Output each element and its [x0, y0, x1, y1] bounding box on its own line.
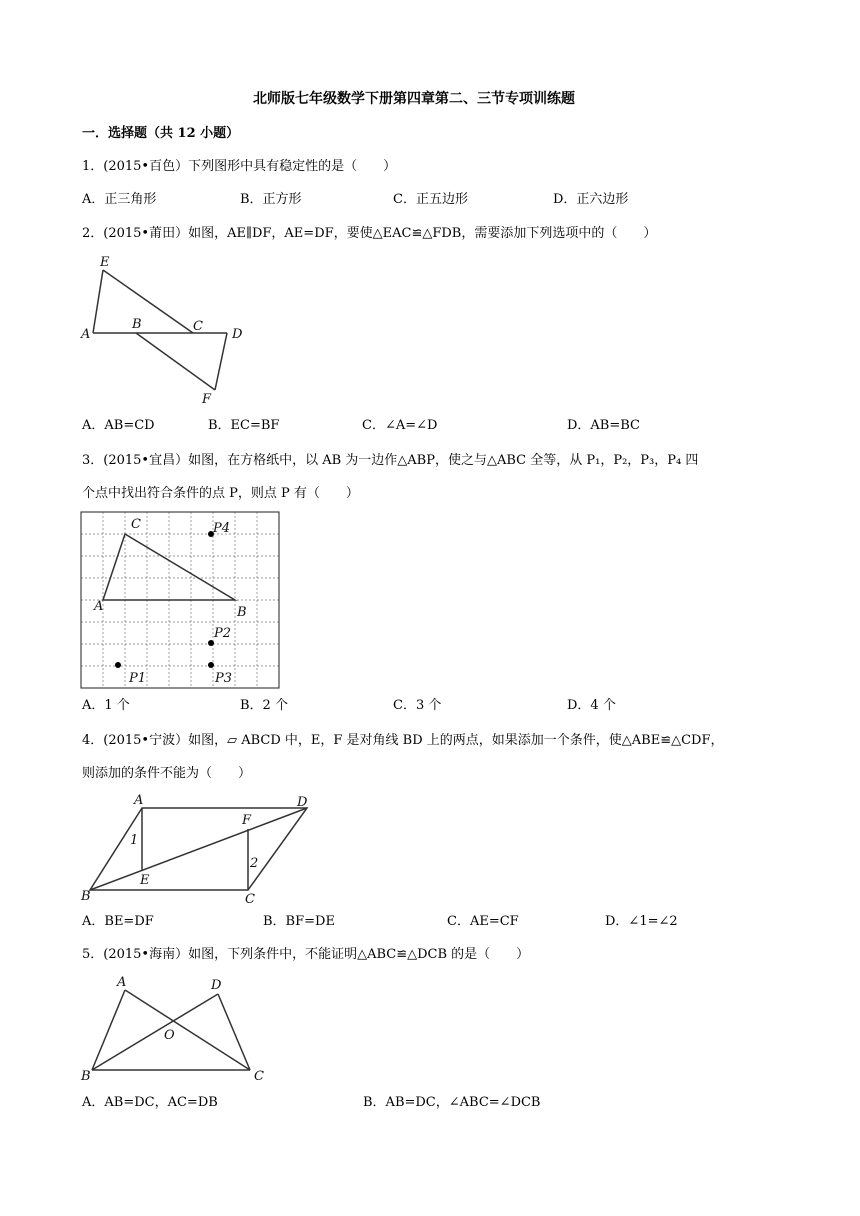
- q5-stem: 5．(2015•海南）如图，下列条件中，不能证明△ABC≌△DCB 的是（ ）: [82, 947, 530, 962]
- q2-label-e: E: [100, 255, 110, 270]
- q4-option-a: A．BE=DF: [82, 914, 154, 929]
- q2-option-d: D．AB=BC: [567, 418, 640, 433]
- q3-figure: [81, 512, 279, 688]
- q2-label-b: B: [132, 317, 142, 332]
- q2-figure: [80, 250, 260, 410]
- q4-label-2: 2: [250, 856, 259, 871]
- q1-stem: 1．(2015•百色）下列图形中具有稳定性的是（ ）: [82, 159, 397, 174]
- q3-label-c: C: [131, 517, 141, 532]
- q3-label-a: A: [94, 599, 104, 614]
- q3-label-p2: P2: [214, 626, 232, 641]
- q3-option-d: D．4 个: [567, 698, 616, 713]
- section-heading: 一．选择题（共 12 小题）: [82, 126, 240, 141]
- q4-figure: [80, 790, 325, 910]
- q4-stem-line1: 4．(2015•宁波）如图，▱ ABCD 中，E，F 是对角线 BD 上的两点，如果添加一个条件，使△ABE≌△CDF，: [82, 733, 724, 748]
- q2-stem: 2．(2015•莆田）如图，AE∥DF，AE=DF，要使△EAC≌△FDB，需要添加下列选项中的（ ）: [82, 226, 657, 241]
- q2-label-f: F: [202, 392, 212, 407]
- q3-label-p3: P3: [215, 671, 233, 686]
- q5-label-d: D: [211, 978, 222, 993]
- q5-label-o: O: [164, 1028, 175, 1043]
- q2-option-b: B．EC=BF: [208, 418, 280, 433]
- q2-label-a: A: [81, 327, 91, 342]
- q5-label-b: B: [81, 1069, 91, 1084]
- q3-label-p1: P1: [129, 671, 147, 686]
- q5-label-c: C: [254, 1069, 264, 1084]
- q4-label-a: A: [134, 793, 144, 808]
- q4-label-c: C: [245, 892, 255, 907]
- q1-option-c: C．正五边形: [393, 192, 468, 207]
- q2-option-a: A．AB=CD: [82, 418, 155, 433]
- q3-label-p4: P4: [213, 521, 231, 536]
- q5-figure: [80, 972, 270, 1084]
- q3-option-a: A．1 个: [82, 698, 130, 713]
- q3-option-b: B．2 个: [240, 698, 288, 713]
- q4-option-d: D．∠1=∠2: [605, 914, 678, 929]
- q1-option-d: D．正六边形: [553, 192, 629, 207]
- q4-label-f: F: [242, 813, 252, 828]
- q4-stem-line2: 则添加的条件不能为（ ）: [82, 766, 252, 781]
- q1-option-a: A．正三角形: [82, 192, 157, 207]
- q2-label-c: C: [193, 319, 203, 334]
- q3-option-c: C．3 个: [393, 698, 442, 713]
- q2-label-d: D: [232, 327, 243, 342]
- q4-option-b: B．BF=DE: [263, 914, 335, 929]
- q4-label-d: D: [297, 795, 308, 810]
- page-title: 北师版七年级数学下册第四章第二、三节专项训练题: [253, 91, 575, 107]
- q4-label-e: E: [140, 873, 150, 888]
- q3-stem-line2: 个点中找出符合条件的点 P，则点 P 有（ ）: [82, 486, 359, 501]
- q4-label-b: B: [81, 889, 91, 904]
- q3-stem-line1: 3．(2015•宜昌）如图，在方格纸中，以 AB 为一边作△ABP，使之与△ABC 全等，从 P₁，P₂，P₃，P₄ 四: [82, 453, 699, 468]
- q5-label-a: A: [117, 975, 127, 990]
- q5-option-a: A．AB=DC，AC=DB: [82, 1095, 218, 1110]
- q3-label-b: B: [237, 605, 247, 620]
- q2-option-c: C．∠A=∠D: [362, 418, 438, 433]
- q4-option-c: C．AE=CF: [447, 914, 519, 929]
- q5-option-b: B．AB=DC，∠ABC=∠DCB: [363, 1095, 541, 1110]
- q1-option-b: B．正方形: [240, 192, 302, 207]
- q4-label-1: 1: [130, 833, 139, 848]
